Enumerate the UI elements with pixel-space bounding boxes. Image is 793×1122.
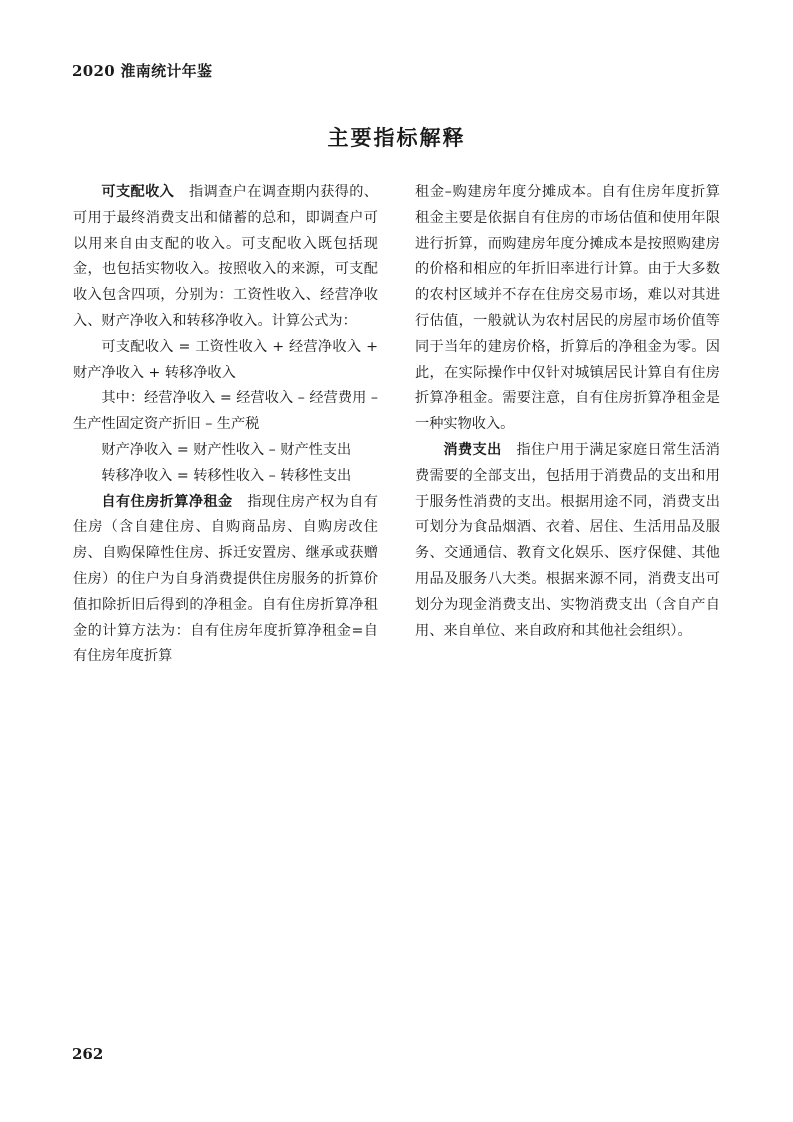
paragraph-disposable-income (73, 180, 378, 335)
formula-property-net-income: 财产净收入 = 财产性收入 – 财产性支出 (101, 441, 352, 458)
term-imputed-rent: 自有住房折算净租金 (101, 493, 233, 510)
paragraph-consumption-expenditure (415, 438, 720, 644)
formula-operating-net-income: 其中：经营净收入 = 经营收入 – 经营费用 – 生产性固定资产折旧 – 生产税 (73, 390, 378, 433)
definition-disposable-income: 指调查户在调查期内获得的、可用于最终消费支出和储蓄的总和，即调查户可以用来自由支配的收入。可支配收入既包括现金，也包括实物收入。按照收入的来源，可支配收入包含四项，分别为：工资性收入、经营净收入、财产净收入和转移净收入。计算公式为： (73, 184, 378, 329)
paragraph-imputed-rent (73, 490, 378, 671)
definition-consumption-expenditure: 指住户用于满足家庭日常生活消费需要的全部支出，包括用于消费品的支出和用于服务性消费的支出。根据用途不同，消费支出可划分为食品烟酒、衣着、居住、生活用品及服务、交通通信、教育文化娱乐、医疗保健、其他用品及服务八大类。根据来源不同，消费支出可划分为现金消费支出、实物消费支出（含自产自用、来自单位、来自政府和其他社会组织）。 (415, 441, 720, 639)
formula-transfer-net-income: 转移净收入 = 转移性收入 – 转移性支出 (101, 467, 352, 484)
running-header: 2020 淮南统计年鉴 (72, 62, 213, 80)
definition-imputed-rent: 指现住房产权为自有住房（含自建住房、自购商品房、自购房改住房、自购保障性住房、拆迁安置房、继承或获赠住房）的住户为自身消费提供住房服务的折算价值扣除折旧后得到的净租金。自有住房折算净租金的计算方法为：自有住房年度折算净租金=自有住房年度折算 (73, 493, 378, 665)
page-number: 262 (72, 1045, 104, 1063)
formula-disposable-income: 可支配收入 = 工资性收入 + 经营净收入 + 财产净收入 + 转移净收入 (73, 338, 378, 381)
term-disposable-income: 可支配收入 (101, 184, 175, 200)
paragraph-imputed-rent-continued: 租金–购建房年度分摊成本。自有住房年度折算租金主要是依据自有住房的市场估值和使用年限进行折算，而购建房年度分摊成本是按照购建房的价格和相应的年折旧率进行计算。由于大多数的农村区域并不存在住房交易市场，难以对其进行估值，一般就认为农村居民的房屋市场价值等同于当年的建房价格，折算后的净租金为零。因此，在实际操作中仅针对城镇居民计算自有住房折算净租金。需要注意，自有住房折算净租金是一种实物收入。 (415, 184, 720, 433)
page-title: 主要指标解释 (327, 125, 466, 150)
left-column (73, 180, 378, 670)
right-column (415, 180, 720, 644)
term-consumption-expenditure: 消费支出 (443, 441, 502, 458)
